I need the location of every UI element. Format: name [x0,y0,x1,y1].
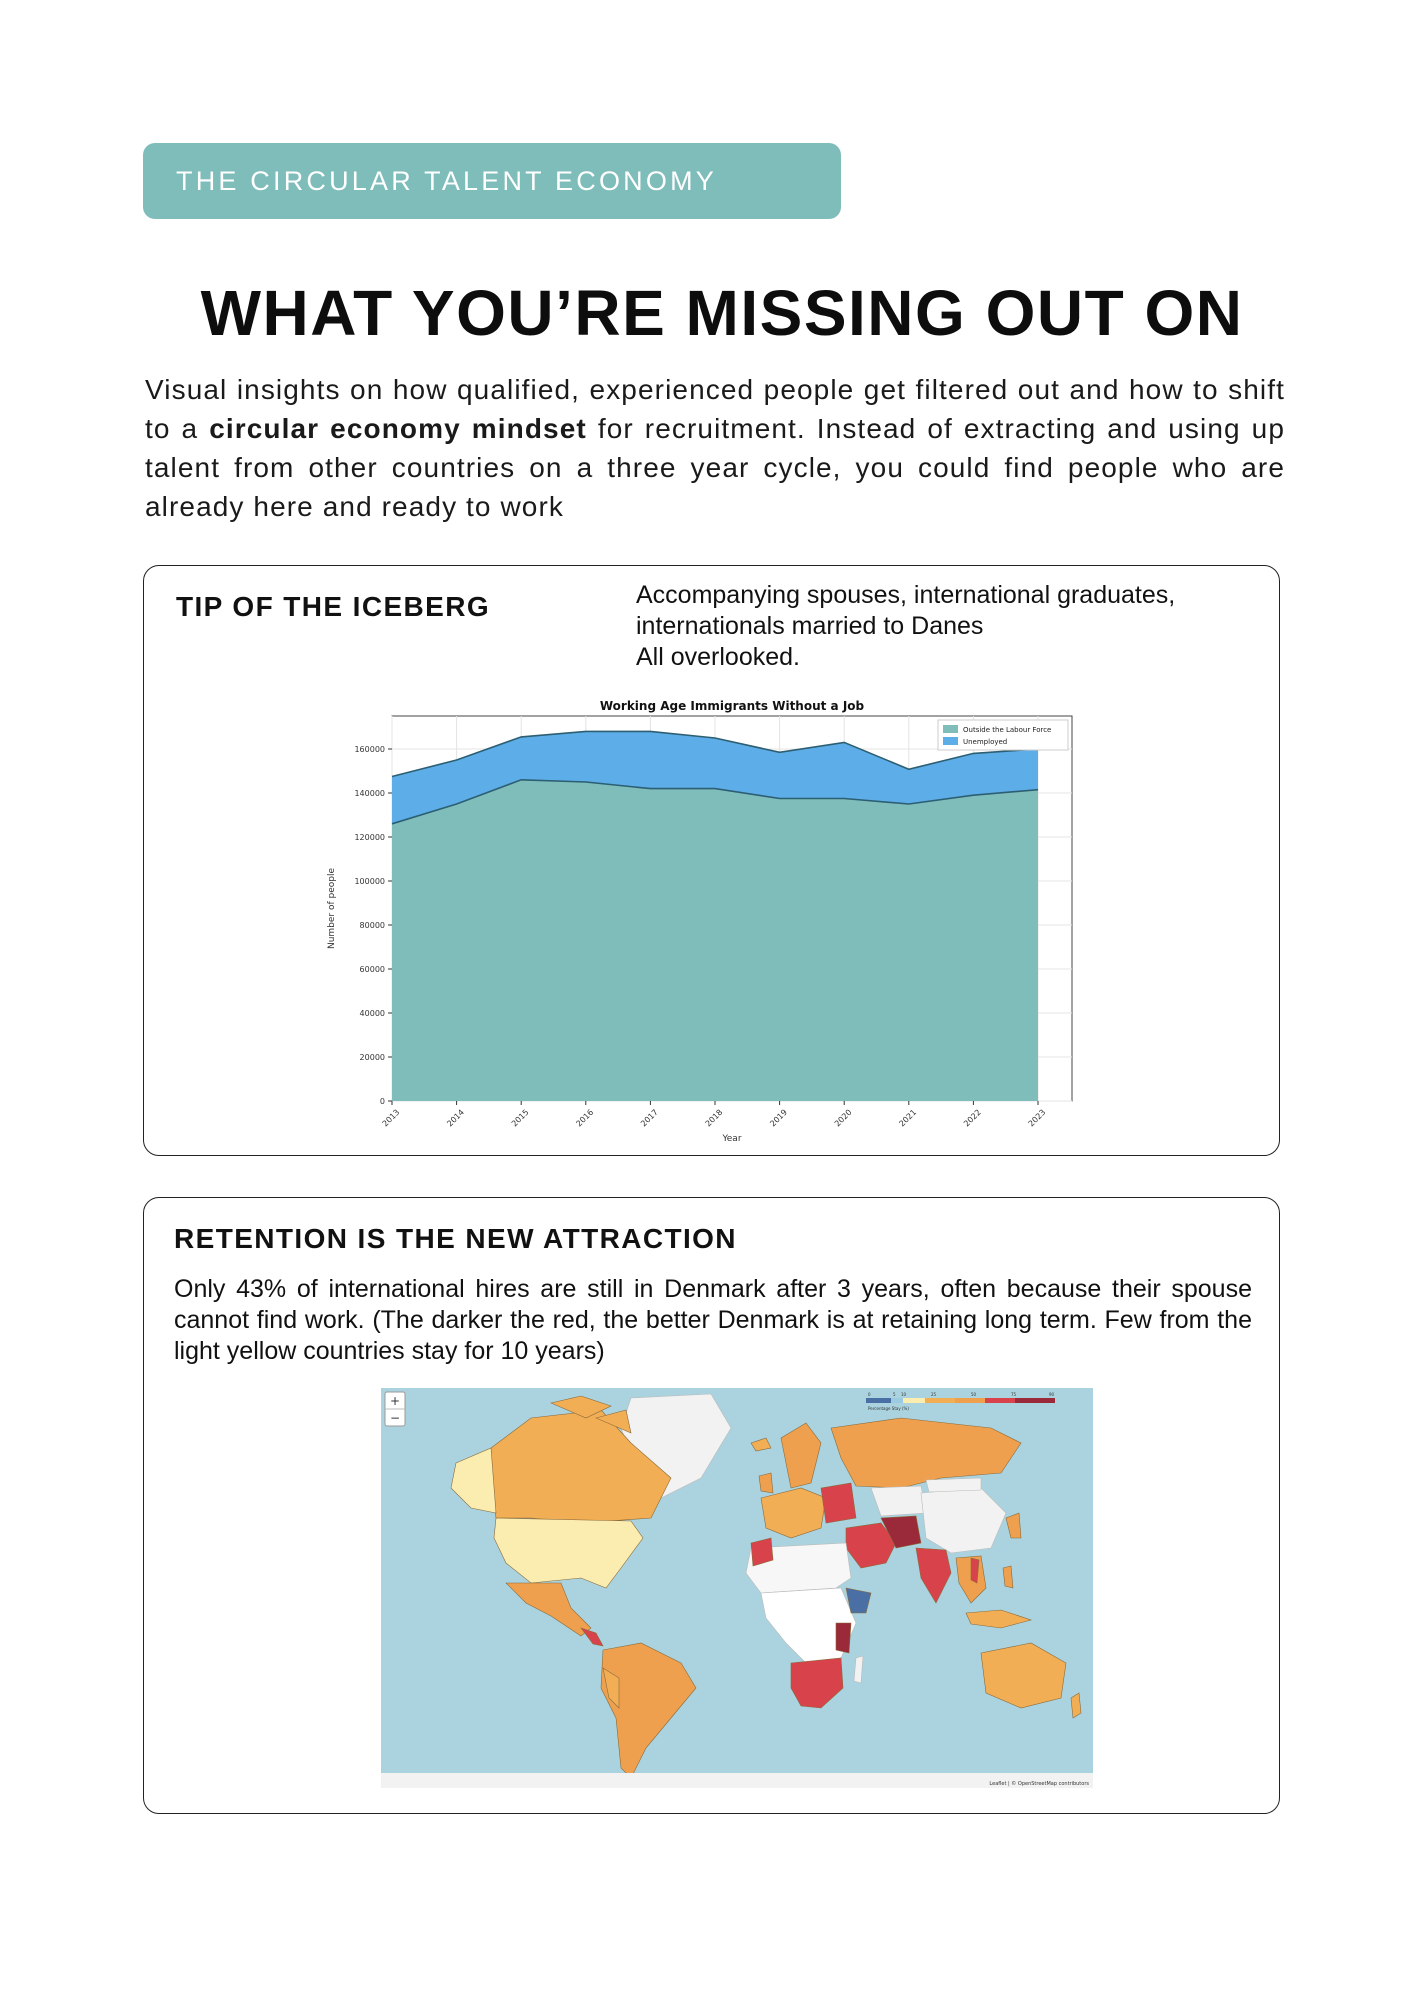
y-tick-label: 80000 [359,921,385,930]
x-tick-label: 2020 [832,1107,854,1129]
x-tick-label: 2021 [897,1107,919,1129]
map-attribution: Leaflet | © OpenStreetMap contributors [989,1781,1089,1787]
y-axis-label: Number of people [327,867,337,950]
y-tick-label: 40000 [359,1009,385,1018]
iceberg-description [636,580,1236,673]
y-tick-label: 60000 [359,965,385,974]
chart-title: Working Age Immigrants Without a Job [599,699,865,713]
retention-description: Only 43% of international hires are still in Denmark after 3 years, often because their spouse cannot find work. (The darker the red, the better Denmark is at retaining long term. Few from the light yellow countries stay for 10 years) [174,1275,1252,1365]
legend-label-outside: Outside the Labour Force [963,726,1052,734]
x-tick-label: 2013 [380,1107,402,1129]
x-tick-label: 2018 [703,1107,725,1129]
zoom-out-button[interactable]: − [389,1411,401,1425]
map-legend [866,1398,1055,1403]
east-africa [836,1623,851,1653]
legend-tick: 50 [971,1392,977,1397]
intro-bold: circular economy mindset [209,413,587,444]
uk [759,1473,773,1493]
y-tick-label: 160000 [354,745,385,754]
x-tick-label: 2016 [574,1107,596,1129]
banner-text: THE CIRCULAR TALENT ECONOMY [176,165,717,196]
central-asia [871,1486,926,1516]
iceberg-line-3: All overlooked. [636,643,800,671]
y-tick-label: 20000 [359,1053,385,1062]
x-tick-label: 2019 [768,1107,790,1129]
legend-tick: 25 [931,1392,937,1397]
retention-card [143,1197,1280,1814]
iceberg-card [143,565,1280,1156]
new-zealand [1071,1693,1081,1718]
x-tick-label: 2015 [509,1107,531,1129]
x-tick-label: 2022 [962,1107,983,1129]
legend-tick: 90 [1049,1392,1055,1397]
retention-title: RETENTION IS THE NEW ATTRACTION [174,1223,737,1254]
legend-swatch-outside [943,725,958,733]
y-tick-label: 140000 [354,789,385,798]
section-banner [143,143,841,219]
legend-tick: 10 [901,1392,907,1397]
intro-text-1: Visual insights on how qualified, experienced people get filtered out and how to shift to a [145,374,1285,444]
legend-swatch-unemployed [943,737,958,745]
outside-labour-force-area [392,780,1038,1101]
legend-tick: 5 [893,1392,896,1397]
y-tick-label: 120000 [354,833,385,842]
world-choropleth-map [381,1388,1093,1788]
x-axis-label: Year [722,1134,742,1144]
iceberg-line-2: internationals married to Danes [636,612,984,640]
eastern-europe [821,1483,856,1523]
legend-title: Percentage Stay (%) [868,1406,909,1411]
antarctica [381,1773,1093,1788]
x-tick-label: 2017 [639,1107,660,1129]
zoom-in-button[interactable]: + [389,1394,401,1408]
y-tick-label: 0 [379,1097,385,1106]
mongolia [926,1478,981,1492]
x-tick-label: 2023 [1026,1107,1048,1129]
legend-tick: 75 [1011,1392,1017,1397]
iceberg-title: TIP OF THE ICEBERG [176,591,491,622]
intro-paragraph [145,370,1285,526]
legend-label-unemployed: Unemployed [963,738,1008,746]
intro-text-2: for recruitment. Instead of extracting and using up talent from other countries on a three year cycle, you could find people who are already here and ready to work [145,413,1286,522]
legend-tick: 0 [868,1392,871,1397]
page-title: WHAT YOU’RE MISSING OUT ON [200,277,1244,349]
y-tick-label: 100000 [354,877,385,886]
x-tick-label: 2014 [445,1107,467,1129]
area-chart [304,686,1124,1146]
iceberg-line-1: Accompanying spouses, international graduates, [636,581,1176,609]
